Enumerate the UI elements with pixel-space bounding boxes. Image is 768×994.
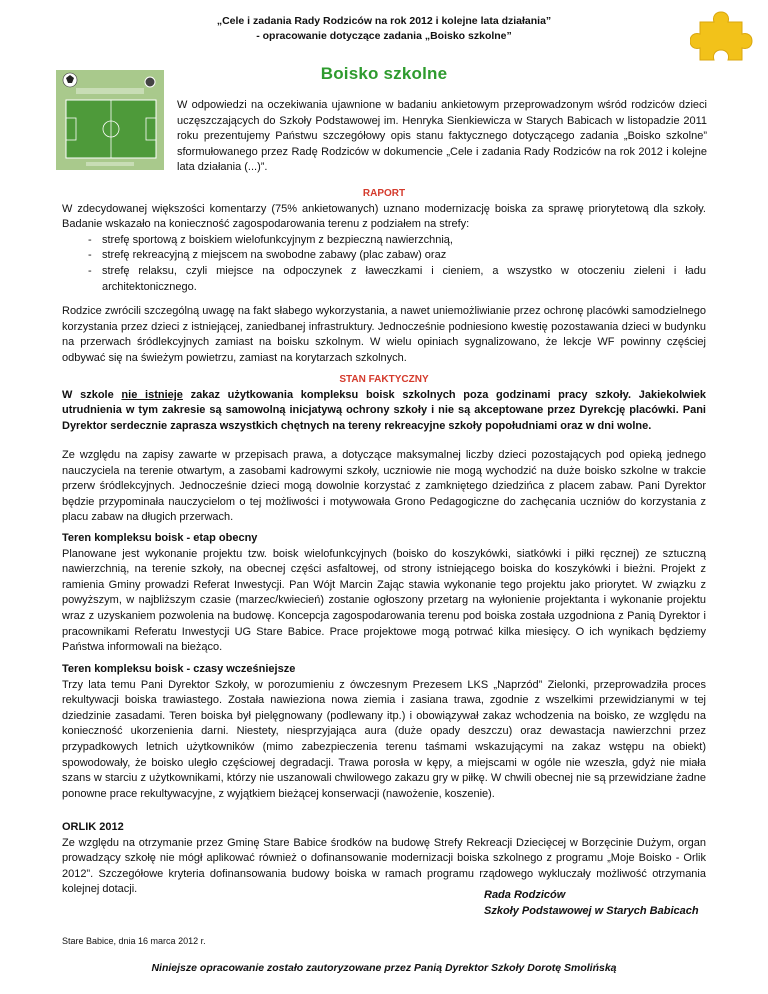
orlik-heading: ORLIK 2012 <box>62 821 124 833</box>
list-item <box>62 248 706 264</box>
signature-block <box>484 887 699 919</box>
list-item <box>62 264 706 295</box>
dash-marker: - <box>88 249 92 262</box>
raport-section <box>62 186 706 295</box>
zone-list <box>62 233 706 295</box>
header-line-1: „Cele i zadania Rady Rodziców na rok 2012 i kolejne lata działania” <box>216 15 552 27</box>
orlik-paragraph: Ze względu na otrzymanie przez Gminę Stare Babice środków na budowę Strefy Rekreacji Dziecięcej w Borzęcinie Dużym, organ prowadzący szkołę nie mógł aplikować również o dofinansowanie modernizacji boiska szkolnego z programu „Moje Boisko - Orlik 2012”. Szczegółowe kryteria dofinansowania budowy boiska w ramach programu rządowego wykluczały możliwość otrzymania kolejnej dotacji. <box>62 836 706 896</box>
list-item <box>62 233 706 249</box>
wczesniej-paragraph: Trzy lata temu Pani Dyrektor Szkoły, w porozumieniu z ówczesnym Prezesem LKS „Naprzód” Zielonki, przeprowadziła proces rekultywacji boiska trawiastego. Została nawieziona nowa ziemia i zasiana trawa, zgodnie z wszelkimi przewidzianymi w tej dziedzinie zasadami. Teren boiska był pielęgnowany (podlewany itp.) i obowiązywał zakaz wchodzenia na boisko, ze względu na konieczność ukorzenienia darni. Niestety, niesprzyjająca aura (duże opady deszczu) oraz dewastacja nawierzchni przez przypadkowych letnich użytkowników (mimo zabezpieczenia terenu taśmami wskazującymi na zakaz wstępu na obiekt) spowodowały, że boisko uległo częściowej degradacji. Trawa porosła w kępy, a miejscami w ogóle nie wzeszła, gdyż nie miała szans w starciu z użytkownikami, którzy nie uszanowali chwilowego zakazu gry w piłkę. W chwili obecnej nie są przewidziane żadne ponowne prace rekultywacyjne, z wyjątkiem bieżącej konserwacji (nawożenie, koszenie). <box>62 678 706 800</box>
etap-paragraph: Planowane jest wykonanie projektu tzw. boisk wielofunkcyjnych (boisko do koszykówki, siatkówki i piłki ręcznej) ze sztuczną nawierzchnią, na terenie szkoły, na obecnej części asfaltowej, od strony istniejącego boiska do koszykówki i bieżni. Projekt z ramienia Gminy prowadzi Referat Inwestycji. Pan Wójt Marcin Zając stawia wykonanie tego projektu jako priorytet. W związku z powyższym, w najbliższym czasie (marzec/kwiecień) zostanie ogłoszony przetarg na wyłonienie projektanta i wykonanie projektu wraz z uzyskaniem pozwolenia na budowę. Koncepcja zagospodarowania terenu pod boiska została uzgodniona z Panią Dyrektor i pracownikami Referatu Inwestycji UG Stare Babice. Prace projektowe mogą potrwać kilka miesięcy. O ich wynikach będziemy Państwa informowali na bieżąco. <box>62 547 706 654</box>
etap-heading: Teren kompleksu boisk - etap obecny <box>62 532 258 544</box>
wczesniej-heading: Teren kompleksu boisk - czasy wcześniejsze <box>62 663 296 675</box>
stan-bold-text-a: W szkole <box>62 388 122 401</box>
etap-section <box>62 531 706 656</box>
dash-marker: - <box>88 264 92 277</box>
wczesniej-section <box>62 662 706 802</box>
raport-heading: RAPORT <box>362 188 406 199</box>
page-footer: Niniejsze opracowanie zostało zautoryzowane przez Panią Dyrektor Szkoły Dorotę Smolińską <box>151 962 617 974</box>
intro-paragraph: W odpowiedzi na oczekiwania ujawnione w badaniu ankietowym przeprowadzonym wśród rodziców dzieci uczęszczających do Szkoły Podstawowej im. Henryka Sienkiewicza w Starych Babicach w listopadzie 2011 roku prezentujemy Państwu szczegółowy opis stanu faktycznego dotyczącego zadania „Boisko szkolne” sformułowanego przez Radę Rodziców w dokumencie „Cele i zadania Rady Rodziców na rok 2012 i kolejne lata działania (...)”. <box>177 99 707 174</box>
page-title: Boisko szkolne <box>320 64 448 83</box>
raport-paragraph-2-block <box>62 304 706 366</box>
list-item-text: strefę rekreacyjną z miejscem na swobodne zabawy (plac zabaw) oraz <box>102 249 447 262</box>
stan-heading: STAN FAKTYCZNY <box>339 374 429 385</box>
puzzle-piece-icon <box>690 8 754 64</box>
header-line-2: - opracowanie dotyczące zadania „Boisko szkolne” <box>256 30 512 42</box>
stan-paragraph-2-block <box>62 448 706 526</box>
sports-field-illustration <box>56 70 164 170</box>
document-date: Stare Babice, dnia 16 marca 2012 r. <box>62 936 206 946</box>
signature-line-1: Rada Rodziców <box>484 889 566 901</box>
stan-section <box>62 372 706 434</box>
stan-bold-text-b: zakaz użytkowania kompleksu boisk szkolnych poza godzinami pracy szkoły. Jakiekolwiek utrudnienia w tym zakresie są samowolną inicjatywą ochrony szkoły i nie są akceptowane przez Dyrekcję placówki. Pani Dyrektor serdecznie zaprasza wszystkich chętnych na tereny rekreacyjne szkoły popołudniami oraz w dni wolne. <box>62 388 706 432</box>
stan-underlined-text: nie istnieje <box>121 388 183 401</box>
stan-paragraph-2: Ze względu na zapisy zawarte w przepisach prawa, a dotyczące maksymalnej liczby dzieci pozostających pod opieką jednego nauczyciela na terenie otwartym, a zasobami kadrowymi szkoły, uczniowie nie mogą wychodzić na duże boisko szkolne w trakcie przerw śródlekcyjnych. Jednocześnie dzieci mogą dowolnie korzystać z zamkniętego dziedzińca z placem zabaw. Pani Dyrektor będzie przypominała nauczycielom o tej możliwości i motywowała Grono Pedagogiczne do zachęcania uczniów do korzystania z placu zabaw na długich przerwach. <box>62 449 706 524</box>
raport-paragraph-2: Rodzice zwrócili szczególną uwagę na fakt słabego wykorzystania, a nawet uniemożliwianie przez ochronę placówki samodzielnego korzystania przez dzieci z istniejącej, zaniedbanej infrastruktury. Jednocześnie podniesiono kwestię pozostawania dzieci w budynku na przerwach śródlekcyjnych zamiast na boisku szkolnym. W wielu opiniach sygnalizowano, że lekcje WF powinny częściej odbywać się na świeżym powietrzu, zamiast na korytarzach szkolnych. <box>62 305 706 364</box>
stan-bold-paragraph <box>62 388 706 435</box>
page-header <box>0 14 768 44</box>
raport-paragraph-1: W zdecydowanej większości komentarzy (75% ankietowanych) uznano modernizację boiska za sprawę priorytetową dla szkoły. Badanie wskazało na konieczność zagospodarowania terenu z podziałem na strefy: <box>62 202 706 231</box>
signature-line-2: Szkoły Podstawowej w Starych Babicach <box>484 905 699 917</box>
dash-marker: - <box>88 233 92 246</box>
list-item-text: strefę relaksu, czyli miejsce na odpoczynek z ławeczkami i cieniem, a wszystko w otoczeniu zieleni i ładu architektonicznego. <box>102 264 706 293</box>
list-item-text: strefę sportową z boiskiem wielofunkcyjnym z bezpieczną nawierzchnią, <box>102 233 453 246</box>
